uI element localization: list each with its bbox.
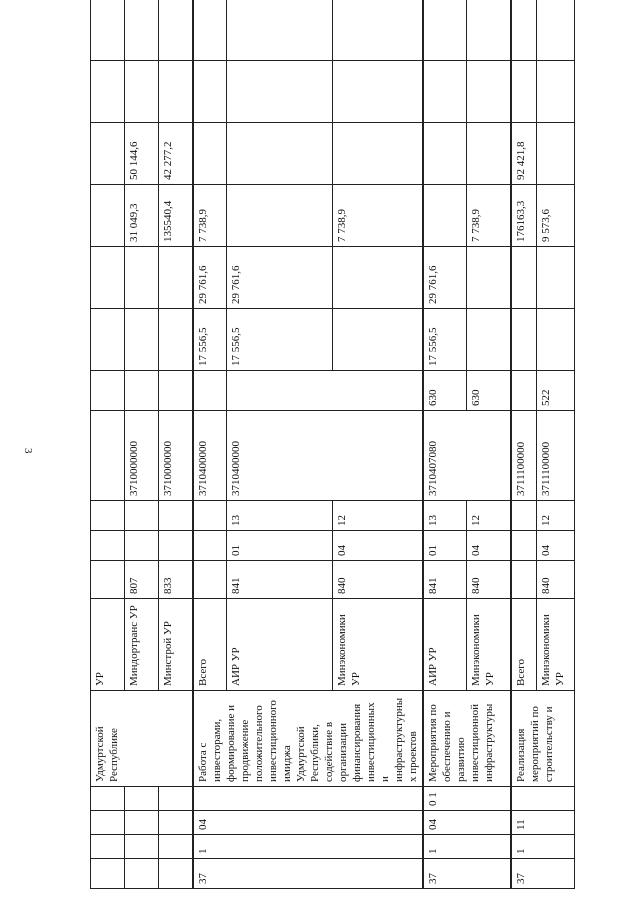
- table-rotator: [90, 24, 566, 889]
- name-cell: Реализация мероприятий по строительству и: [511, 691, 575, 787]
- code-cell: 841: [423, 561, 467, 599]
- value-cell: 176163,3: [511, 185, 537, 247]
- om-cell: 04: [423, 811, 511, 835]
- value-cell: 29 761,6: [227, 247, 333, 309]
- pp-cell: 1: [193, 835, 423, 859]
- value-cell: 29 761,6: [193, 247, 227, 309]
- om-cell: 04: [193, 811, 423, 835]
- value-cell: 7 738,9: [193, 185, 227, 247]
- rz-cell: 01: [227, 531, 333, 561]
- code-cell: 840: [537, 561, 575, 599]
- rotated-table-sheet: [90, 24, 566, 889]
- page-number: 3: [22, 448, 34, 454]
- grbs-cell: УР: [91, 599, 125, 691]
- value-cell: 92 421,8: [511, 123, 537, 185]
- pr-cell: 12: [467, 501, 511, 531]
- name-cell: Удмуртской Республике: [91, 691, 193, 787]
- rz-cell: 04: [333, 531, 423, 561]
- table-row: [423, 0, 467, 889]
- csr-cell: 3710000000: [159, 411, 193, 501]
- pr-cell: 13: [423, 501, 467, 531]
- table-row: [91, 0, 125, 889]
- om-cell: 11: [511, 811, 575, 835]
- code-cell: 807: [125, 561, 159, 599]
- pr-cell: 13: [227, 501, 333, 531]
- grbs-cell: Минстрой УР: [159, 599, 193, 691]
- csr-cell: 3711100000: [511, 411, 537, 501]
- value-cell: 7 738,9: [333, 185, 423, 247]
- gp-cell: 37: [423, 859, 511, 889]
- code-cell: 840: [467, 561, 511, 599]
- value-cell: 42 277,2: [159, 123, 193, 185]
- vr-cell: 522: [537, 371, 575, 411]
- budget-table: [90, 0, 575, 889]
- grbs-cell: Минэкономики УР: [467, 599, 511, 691]
- value-cell: 135540,4: [159, 185, 193, 247]
- grbs-cell: Минэкономики УР: [537, 599, 575, 691]
- value-cell: 9 573,6: [537, 185, 575, 247]
- value-cell: 50 144,6: [125, 123, 159, 185]
- grbs-cell: Миндортранс УР: [125, 599, 159, 691]
- m-cell: 0 1: [423, 787, 511, 811]
- table-row: [193, 0, 227, 889]
- value-cell: 17 556,5: [227, 309, 333, 371]
- vr-cell: 630: [423, 371, 467, 411]
- pr-cell: 12: [333, 501, 423, 531]
- csr-cell: 3710400000: [193, 411, 227, 501]
- pp-cell: 1: [423, 835, 511, 859]
- grbs-cell: АИР УР: [423, 599, 467, 691]
- grbs-cell: АИР УР: [227, 599, 333, 691]
- value-cell: 31 049,3: [125, 185, 159, 247]
- code-cell: 841: [227, 561, 333, 599]
- value-cell: 7 738,9: [467, 185, 511, 247]
- grbs-cell: Минэкономики УР: [333, 599, 423, 691]
- grbs-cell: Всего: [511, 599, 537, 691]
- name-cell: Мероприятия по обеспечению и развитию инвестиционной инфраструктуры: [423, 691, 511, 787]
- table-row: [511, 0, 537, 889]
- pr-cell: 12: [537, 501, 575, 531]
- pp-cell: 1: [511, 835, 575, 859]
- code-cell: 833: [159, 561, 193, 599]
- value-cell: 29 761,6: [423, 247, 467, 309]
- csr-cell: 3710400000: [227, 411, 423, 501]
- rz-cell: 01: [423, 531, 467, 561]
- gp-cell: 37: [193, 859, 423, 889]
- value-cell: 17 556,5: [423, 309, 467, 371]
- rz-cell: 04: [537, 531, 575, 561]
- value-cell: 17 556,5: [193, 309, 227, 371]
- grbs-cell: Всего: [193, 599, 227, 691]
- gp-cell: 37: [511, 859, 575, 889]
- code-cell: 840: [333, 561, 423, 599]
- csr-cell: 3711100000: [537, 411, 575, 501]
- csr-cell: 3710407080: [423, 411, 511, 501]
- csr-cell: 3710000000: [125, 411, 159, 501]
- vr-cell: 630: [467, 371, 511, 411]
- name-cell: Работа с инвесторами, формирование и продвижение положительного инвестиционного имиджа Удмуртской Республики, содействие в организации финансирования инвестиционных и инфраструктурных проектов: [193, 691, 423, 787]
- rz-cell: 04: [467, 531, 511, 561]
